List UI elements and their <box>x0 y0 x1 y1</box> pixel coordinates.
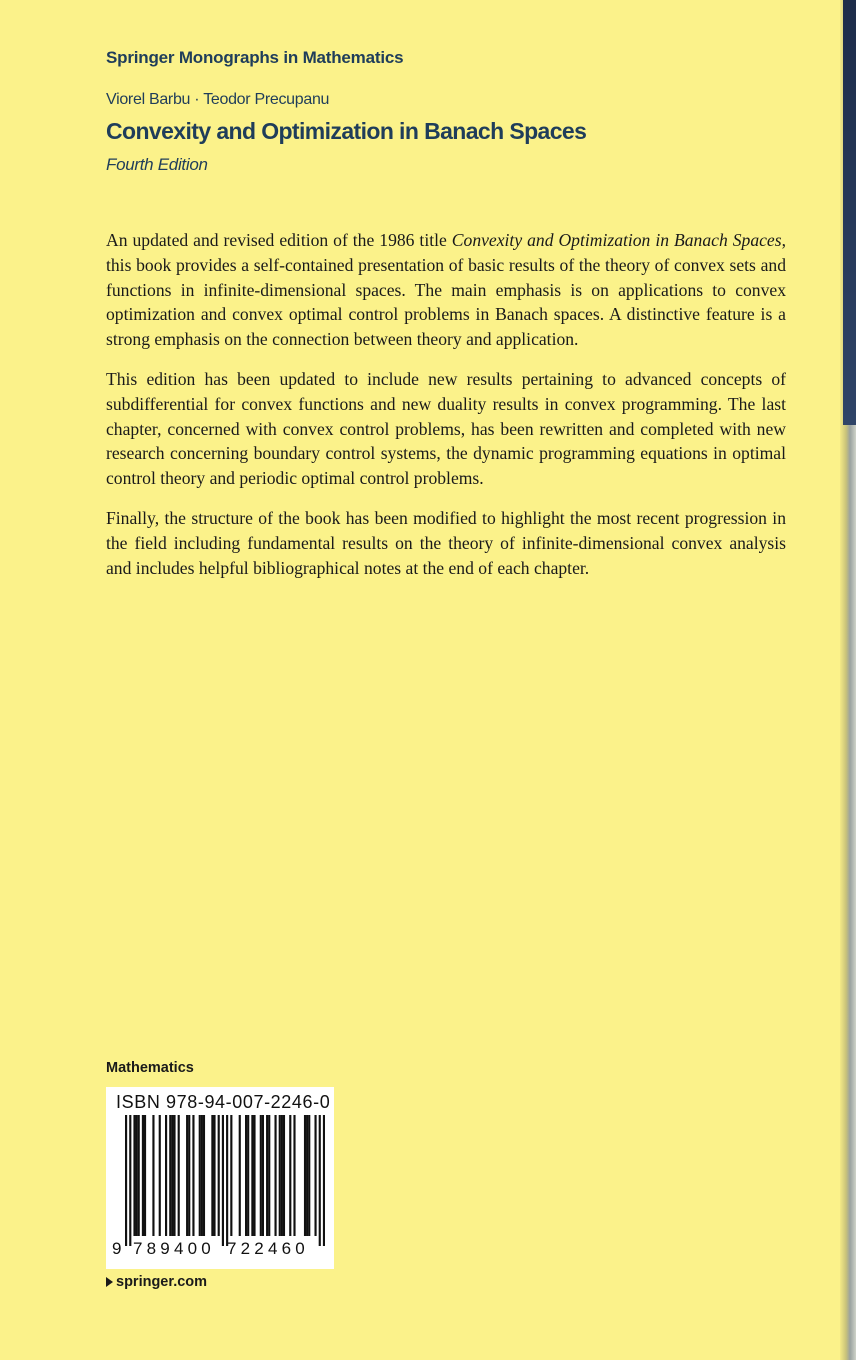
website-text: springer.com <box>116 1274 208 1290</box>
barcode-bar <box>136 1115 138 1236</box>
barcode-bar <box>192 1115 194 1236</box>
barcode-bar <box>268 1115 270 1236</box>
book-title: Convexity and Optimization in Banach Spaces <box>106 118 587 144</box>
barcode-bar <box>144 1115 146 1236</box>
barcode-bar <box>199 1115 201 1236</box>
barcode-bar <box>260 1115 262 1236</box>
barcode-bar <box>133 1115 135 1236</box>
arrow-right-icon <box>106 1277 113 1287</box>
subject-category: Mathematics <box>106 1060 194 1076</box>
barcode-bar <box>247 1115 249 1236</box>
description-paragraph-1: An updated and revised edition of the 1986 title Convexity and Optimization in Banach Spaces, this book provides a self-contained presentation of basic results of the theory of convex sets and functions in infinite-dimensional spaces. The main emphasis is on applications to convex optimization and convex optimal control problems in Banach spaces. A distinctive feature is a strong emphasis on the connection between theory and application. <box>106 230 786 350</box>
isbn-label: ISBN 978-94-007-2246-0 <box>116 1092 331 1112</box>
barcode-bar <box>266 1115 268 1236</box>
barcode-digits-left: 789400 <box>133 1239 215 1258</box>
barcode-bar <box>306 1115 308 1236</box>
description <box>106 228 786 595</box>
series-name: Springer Monographs in Mathematics <box>106 48 404 67</box>
barcode-bar <box>159 1115 161 1236</box>
barcode-bar <box>213 1115 215 1236</box>
spine-strip <box>843 0 856 425</box>
barcode-bar <box>283 1115 285 1236</box>
barcode-bar <box>165 1115 167 1236</box>
barcode-bar <box>211 1115 213 1236</box>
edition: Fourth Edition <box>106 155 208 174</box>
barcode-bar <box>226 1115 228 1246</box>
barcode-bar <box>323 1115 325 1246</box>
barcode-bar <box>201 1115 203 1236</box>
barcode-bar <box>138 1115 140 1236</box>
barcode-bar <box>319 1115 321 1246</box>
barcode-bar <box>188 1115 190 1236</box>
isbn-barcode <box>106 1087 334 1269</box>
barcode-bar <box>293 1115 295 1236</box>
barcode-bar <box>281 1115 283 1236</box>
barcode-digit-first: 9 <box>112 1239 122 1258</box>
barcode-bar <box>279 1115 281 1236</box>
barcode-bar <box>222 1115 224 1246</box>
barcode-bar <box>186 1115 188 1236</box>
barcode-bar <box>314 1115 316 1236</box>
barcode-bar <box>169 1115 171 1236</box>
barcode-bars <box>125 1115 325 1246</box>
barcode-bar <box>171 1115 173 1236</box>
barcode-bar <box>173 1115 175 1236</box>
barcode-bar <box>289 1115 291 1236</box>
barcode-bar <box>125 1115 127 1246</box>
barcode-bar <box>253 1115 255 1236</box>
website-link[interactable] <box>106 1274 207 1290</box>
cited-title: Convexity and Optimization in Banach Spaces <box>451 230 782 250</box>
barcode-bar <box>245 1115 247 1236</box>
barcode-bar <box>230 1115 232 1236</box>
description-paragraph-2: This edition has been updated to include new results pertaining to advanced concepts of subdifferential for convex functions and new duality results in convex programming. The last chapter, concerned with convex control problems, has been rewritten and completed with new research concerning boundary control systems, the dynamic programming equations in optimal control theory and periodic optimal control problems. <box>106 368 786 489</box>
barcode-bar <box>239 1115 241 1236</box>
barcode-bar <box>178 1115 180 1236</box>
barcode-bar <box>142 1115 144 1236</box>
barcode-bar <box>304 1115 306 1236</box>
barcode-bar <box>129 1115 131 1246</box>
barcode-digits-right: 722460 <box>227 1239 309 1258</box>
barcode-bar <box>203 1115 205 1236</box>
barcode-bar <box>262 1115 264 1236</box>
barcode-bar <box>274 1115 276 1236</box>
authors: Viorel Barbu · Teodor Precupanu <box>106 91 330 108</box>
barcode-bar <box>308 1115 310 1236</box>
description-paragraph-3: Finally, the structure of the book has been modified to highlight the most recent progression in the field including fundamental results on the theory of infinite-dimensional convex analysis and includes helpful bibliographical notes at the end of each chapter. <box>106 507 786 578</box>
barcode-bar <box>218 1115 220 1236</box>
barcode-bar <box>251 1115 253 1236</box>
barcode-bar <box>152 1115 154 1236</box>
